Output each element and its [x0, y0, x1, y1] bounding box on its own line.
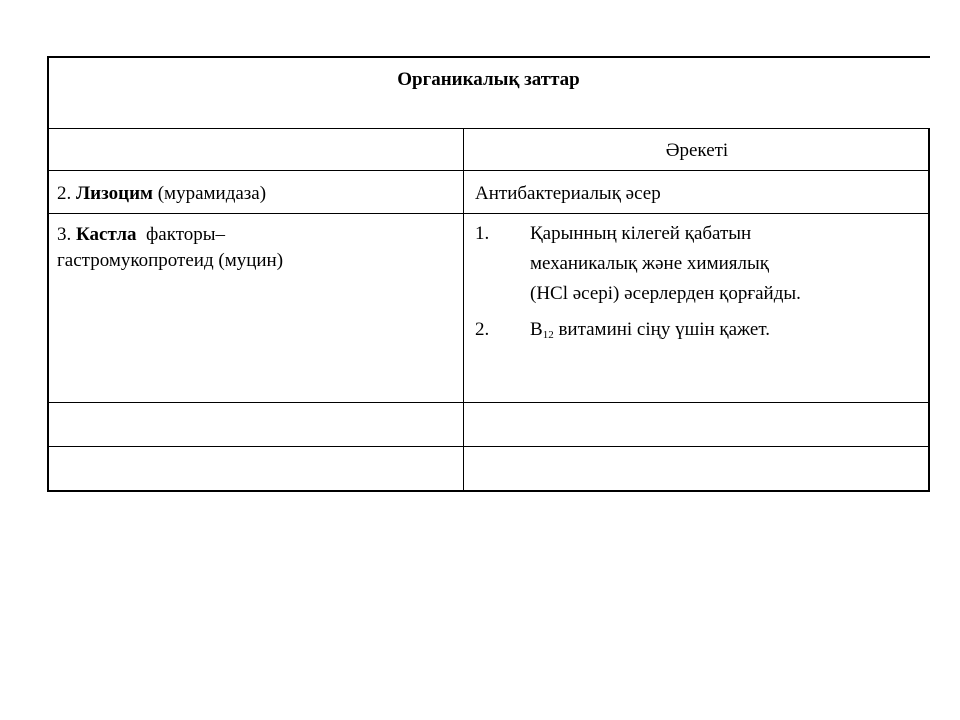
row3-substance — [57, 223, 225, 247]
table-border-top — [47, 56, 930, 58]
header-action: Әрекеті — [665, 140, 729, 161]
row3-action1-line3: (НCl әсері) әсерлерден қорғайды. — [530, 283, 801, 304]
row3-action1-line2: механикалық және химиялық — [530, 253, 769, 274]
vitamin-letter: В — [530, 319, 543, 340]
row3-name-bold: Кастла — [76, 224, 137, 245]
organic-substances-table — [47, 56, 930, 492]
row3-action2-text — [530, 315, 770, 345]
vitamin-subscript: 12 — [542, 329, 554, 341]
row3-action2-num: 2. — [475, 319, 490, 340]
empty-row-5 — [49, 447, 928, 490]
row2-action: Антибактериалық әсер — [475, 183, 661, 204]
table-divider-header — [47, 170, 930, 171]
vitamin-text: витамині сіңу үшін қажет. — [558, 319, 770, 340]
row2-name-rest: (мурамидаза) — [157, 183, 267, 204]
row2-num: 2. — [57, 183, 72, 204]
row3-substance-line2: гастромукопротеид (муцин) — [57, 250, 284, 271]
table-divider-row2 — [47, 213, 930, 214]
row3-name-rest: факторы– — [145, 224, 226, 245]
row3-action1-num: 1. — [475, 223, 490, 244]
empty-row-4 — [49, 403, 928, 446]
table-title: Органикалық заттар — [397, 69, 580, 90]
table-border-right — [928, 128, 930, 492]
row3-action1-line1: Қарынның кілегей қабатын — [530, 223, 752, 244]
table-border-bottom — [47, 490, 930, 492]
row2-substance — [57, 182, 266, 206]
table-divider-title — [47, 128, 930, 129]
row3-num: 3. — [57, 224, 72, 245]
row2-name-bold: Лизоцим — [76, 183, 153, 204]
